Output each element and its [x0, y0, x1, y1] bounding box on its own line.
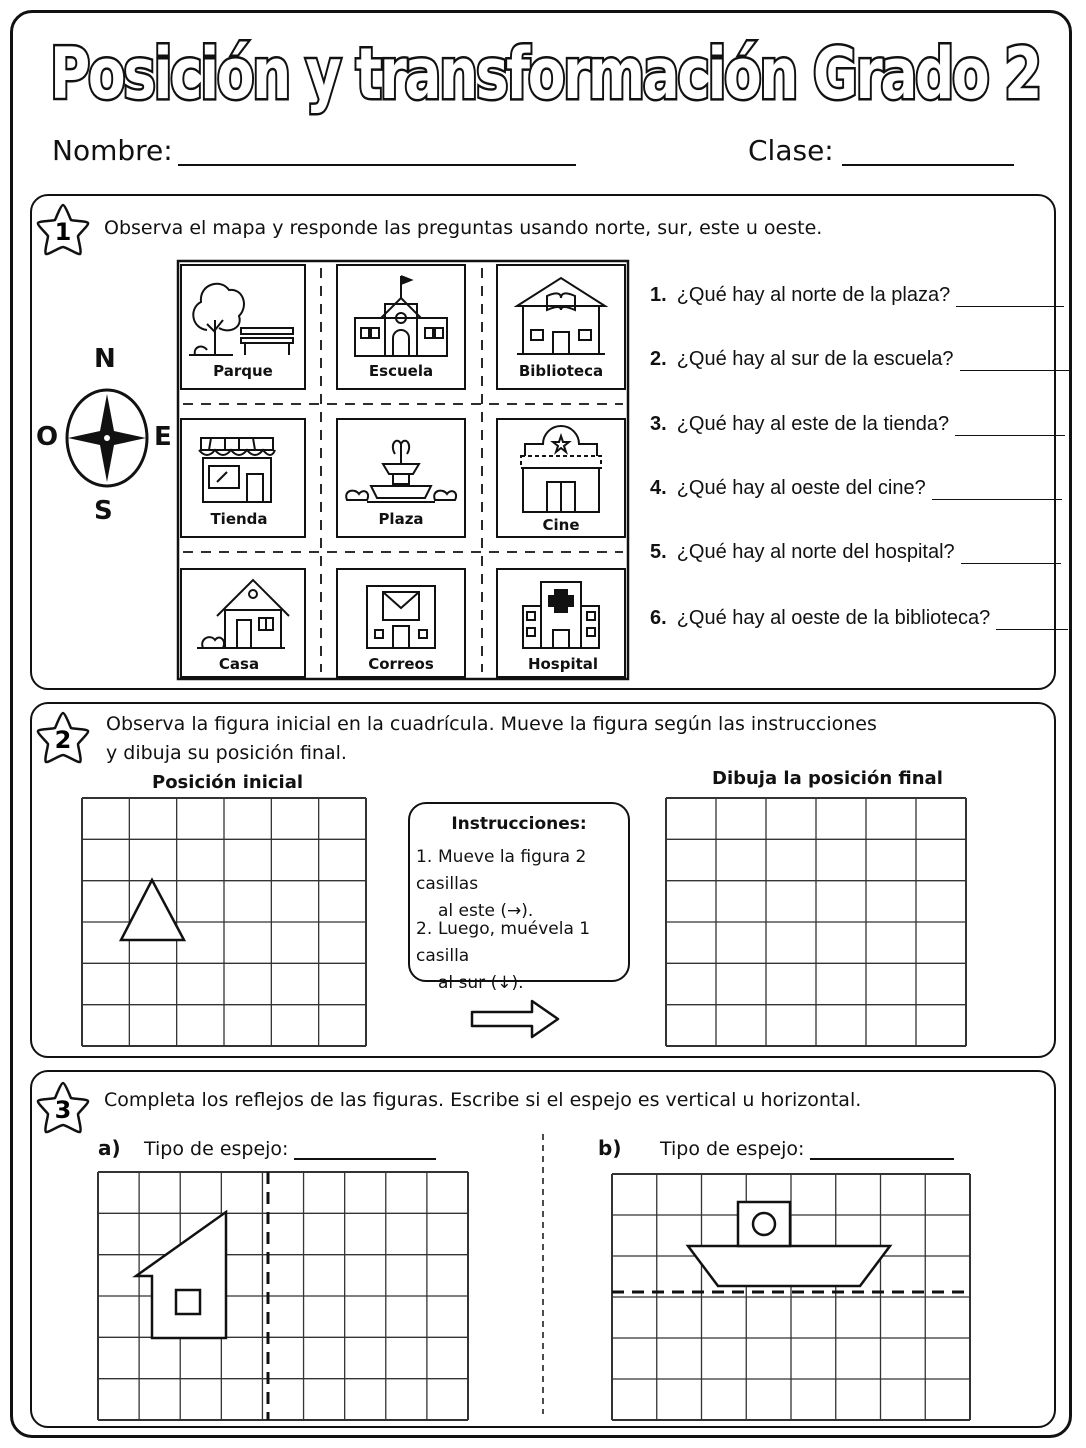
triangle-shape — [121, 880, 184, 940]
part-a-mirror-field[interactable] — [294, 1158, 436, 1160]
reflection-grid-a[interactable] — [98, 1172, 468, 1420]
part-a-letter: a) — [98, 1136, 121, 1160]
svg-text:Plaza: Plaza — [378, 510, 424, 528]
compass-east-label: E — [154, 422, 172, 452]
part-b-mirror-field[interactable] — [810, 1158, 954, 1160]
section-2-instruction: Observa la figura inicial en la cuadrícula. Mueve la figura según las instrucciones y dibuja su posición final. — [106, 713, 877, 764]
final-position-grid[interactable] — [666, 798, 966, 1048]
svg-text:Posición y transformación Grad: Posición y transformación Grado 2 — [50, 33, 1040, 115]
svg-text:Parque: Parque — [213, 362, 273, 380]
boat-hull-shape — [688, 1246, 890, 1286]
house-shape — [136, 1212, 226, 1338]
class-label: Clase: — [748, 134, 834, 167]
part-b-mirror-label: Tipo de espejo: — [660, 1138, 805, 1160]
svg-text:Tienda: Tienda — [210, 510, 268, 528]
answer-1-field[interactable] — [956, 286, 1064, 307]
part-b-letter: b) — [598, 1136, 622, 1160]
final-position-label: Dibuja la posición final — [712, 768, 943, 789]
svg-text:Biblioteca: Biblioteca — [518, 362, 604, 380]
instruction-step-1: 1. Mueve la figura 2 casillas al este (→). — [416, 847, 587, 921]
question-6: 6. ¿Qué hay al oeste de la biblioteca? — [650, 607, 1068, 630]
instruction-step-2: 2. Luego, muévela 1 casilla al sur (↓). — [416, 919, 591, 993]
compass-north-label: N — [94, 344, 116, 374]
answer-2-field[interactable] — [960, 350, 1070, 371]
svg-text:3: 3 — [54, 1096, 72, 1124]
section-3-instruction: Completa los reflejos de las figuras. Escribe si el espejo es vertical u horizontal. — [104, 1089, 862, 1111]
star-number-3-icon — [34, 1080, 92, 1136]
svg-text:Casa: Casa — [218, 655, 260, 673]
question-3: 3. ¿Qué hay al este de la tienda? — [650, 413, 1065, 436]
svg-text:2: 2 — [54, 726, 72, 754]
compass-south-label: S — [94, 496, 113, 526]
grid-lines — [666, 798, 966, 1046]
right-arrow-icon — [470, 998, 562, 1040]
initial-position-label: Posición inicial — [152, 772, 304, 793]
question-2: 2. ¿Qué hay al sur de la escuela? — [650, 348, 1070, 371]
instructions-title: Instrucciones: — [451, 814, 587, 834]
section-1-instruction: Observa el mapa y responde las preguntas usando norte, sur, este u oeste. — [104, 217, 823, 239]
svg-text:Cine: Cine — [542, 516, 580, 534]
answer-3-field[interactable] — [955, 415, 1065, 436]
instructions-box — [408, 802, 630, 993]
question-5: 5. ¿Qué hay al norte del hospital? — [650, 541, 1061, 564]
star-number-2-icon — [34, 710, 92, 766]
question-4: 4. ¿Qué hay al oeste del cine? — [650, 477, 1062, 500]
grid-lines — [82, 798, 366, 1046]
reflection-grid-b[interactable] — [612, 1174, 970, 1420]
square-window-shape — [176, 1290, 200, 1314]
svg-text:Hospital: Hospital — [527, 655, 599, 673]
svg-text:1: 1 — [54, 218, 72, 246]
star-number-1-icon — [34, 202, 92, 258]
part-a-mirror-label: Tipo de espejo: — [144, 1138, 289, 1160]
porthole-shape — [753, 1213, 775, 1235]
svg-text:Correos: Correos — [368, 655, 434, 673]
class-field[interactable] — [842, 164, 1014, 166]
question-1: 1. ¿Qué hay al norte de la plaza? — [650, 284, 1064, 307]
compass-rose-icon — [62, 386, 152, 490]
answer-6-field[interactable] — [996, 609, 1068, 630]
town-map — [177, 260, 629, 680]
section-divider — [541, 1134, 545, 1414]
name-label: Nombre: — [52, 134, 173, 167]
svg-text:Escuela: Escuela — [368, 362, 434, 380]
answer-5-field[interactable] — [961, 543, 1061, 564]
name-field[interactable] — [178, 164, 576, 166]
answer-4-field[interactable] — [932, 479, 1062, 500]
compass-west-label: O — [36, 422, 59, 452]
initial-position-grid — [82, 798, 366, 1048]
page-title — [30, 18, 1060, 118]
